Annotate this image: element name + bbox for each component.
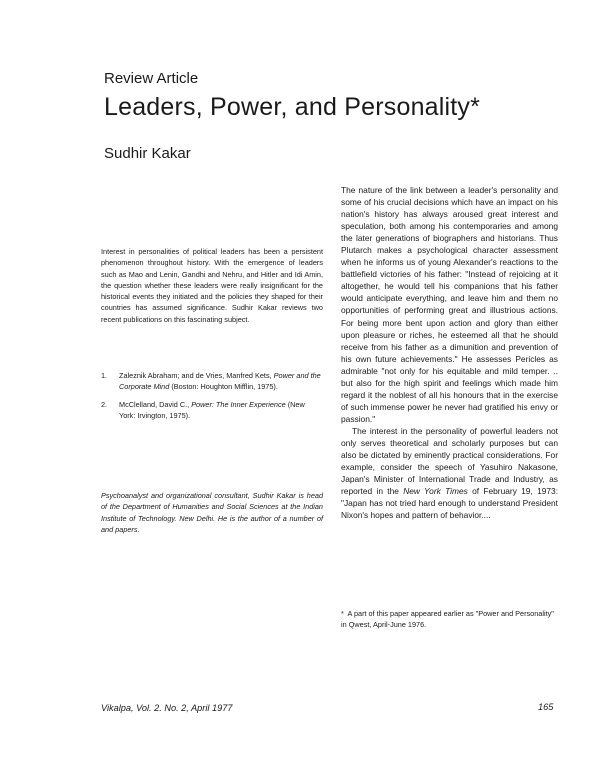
section-label: Review Article <box>104 70 199 87</box>
reference-authors: Zaleznik Abraham; and de Vries, Manfred Kets, <box>119 371 272 380</box>
body-text <box>341 184 558 521</box>
reference-list <box>101 370 323 427</box>
reference-publisher: (New York: Irvington, 1975). <box>119 399 305 420</box>
reference-publisher: (Boston: Houghton Mifflin, 1975). <box>171 382 278 392</box>
journal-citation: Vikalpa, Vol. 2. No. 2, April 1977 <box>101 703 233 713</box>
reference-title: Power and the Corporate Mind <box>119 371 321 392</box>
footnote <box>341 608 556 630</box>
reference-item <box>101 370 323 393</box>
footnote-text: A part of this paper appeared earlier as "Power and Personality" in Qwest, April-June 1976. <box>341 609 554 629</box>
author-name: Sudhir Kakar <box>104 145 191 162</box>
paragraph-text: The interest in the personality of powerful leaders not only serves theoretical and scholarly purposes but can also be dictated by eminently practical considerations. For example, consider the speech of Yasuhiro Nakasone, Japan's Minister of International Trade and Industry, as reported in the <box>341 425 558 497</box>
page-number: 165 <box>538 702 554 712</box>
reference-authors: McClelland, David C., <box>119 399 190 409</box>
reference-title: Power: The Inner Experience <box>191 399 286 409</box>
newspaper-title: New York Times <box>403 486 468 497</box>
body-paragraph <box>341 425 558 521</box>
article-title: Leaders, Power, and Personality* <box>104 93 481 121</box>
reference-number: 2. <box>101 399 108 409</box>
footnote-symbol: * <box>341 609 344 618</box>
paragraph-text: of February 19, 1973: "Japan has not tried hard enough to understand President Nixon's hopes and pattern of behavior.... <box>341 486 559 521</box>
reference-item <box>101 399 323 422</box>
author-bio: Psychoanalyst and organizational consultant, Sudhir Kakar is head of the Department of Humanities and Social Sciences at the Indian Institute of Technology. New Delhi. He is the author of a number of and papers. <box>101 491 323 534</box>
reference-number: 1. <box>101 371 108 380</box>
body-paragraph: The nature of the link between a leader's personality and some of his crucial decisions which have an impact on his nation's history has always aroused great interest and speculation, both among his contemporaries and among the later generations of biographers and historians. Thus Plutarch makes a psychological character assessment when he informs us of young Alexander's reactions to the battlefield victories of his father: "Instead of rejoicing at it altogether, he would tell his companions that his father would anticipate everything, and leave him and them no opportunities of performing great and illustrious actions. For being more bent upon action and glory than either upon pleasure or riches, he esteemed all that he should receive from his father as a dimunition and prevention of his own future achievements." He assesses Pericles as admirable "not only for his equitable and mild temper. .. but also for the high spirit and feelings which made him regard it the noblest of all his honours that in the exercise of such immense power he never had gratified his envy or passion." <box>341 185 558 424</box>
abstract: Interest in personalities of political leaders has been a persistent phenomenon throughout history. With the emergence of leaders such as Mao and Lenin, Gandhi and Nehru, and Hitler and Idi Amin, the question whether these leaders were really insignificant for the historical events they initiated and the policies they shaped for their countries has assumed significance. Sudhir Kakar reviews two recent publications on this fascinating subject. <box>101 247 323 324</box>
